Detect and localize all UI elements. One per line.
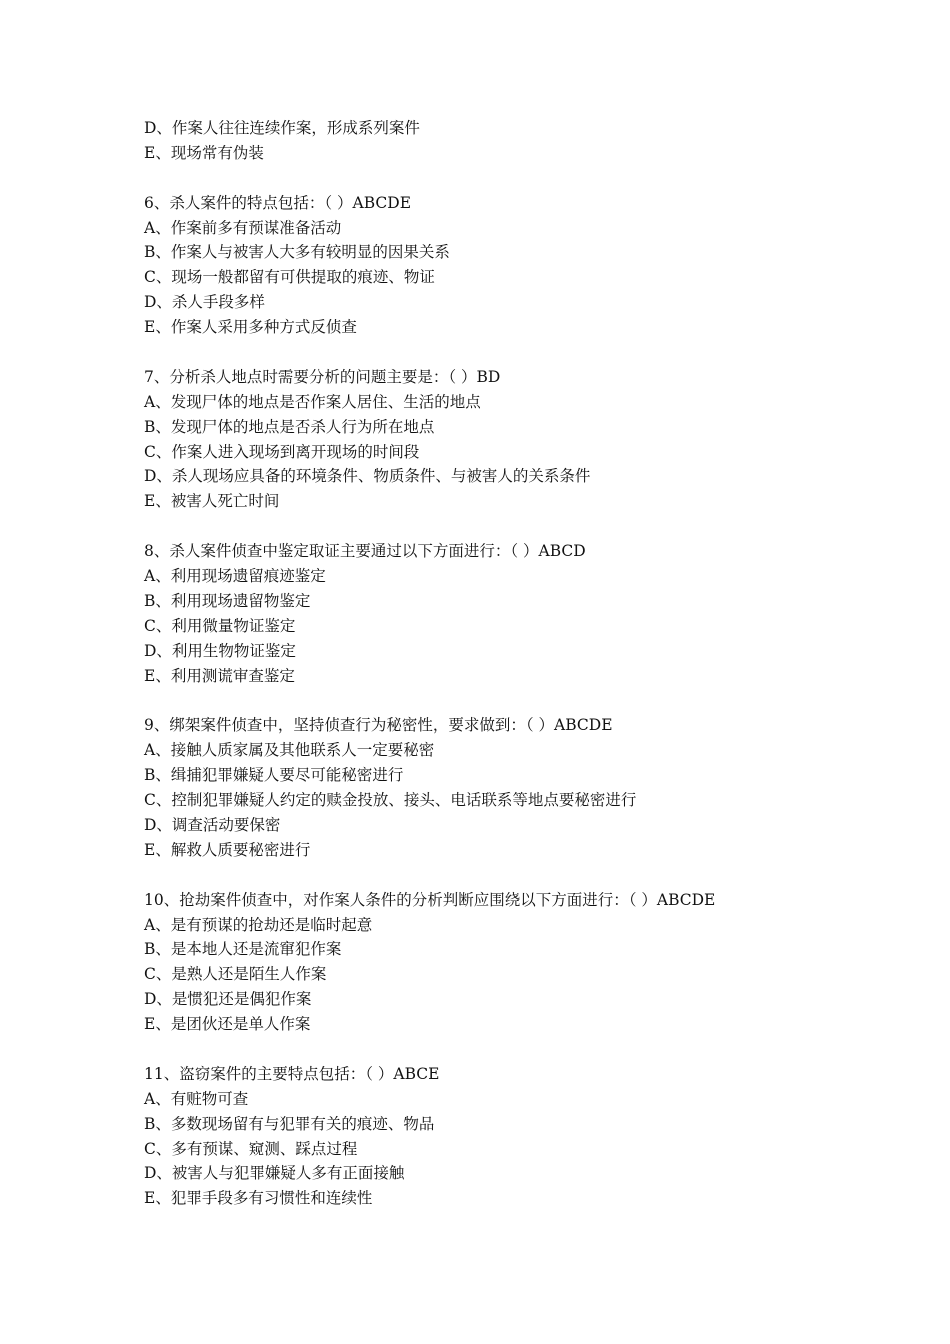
option-d: D、被害人与犯罪嫌疑人多有正面接触 [144,1164,405,1183]
option-e: E、犯罪手段多有习惯性和连续性 [144,1189,373,1208]
spacer [144,1037,864,1062]
question-block [144,713,864,862]
question-stem: 10、抢劫案件侦查中，对作案人条件的分析判断应围绕以下方面进行：（ ）ABCDE [144,890,716,909]
spacer [144,340,864,365]
question-stem: 6、杀人案件的特点包括：（ ）ABCDE [144,193,412,212]
question-stem: 8、杀人案件侦查中鉴定取证主要通过以下方面进行：（ ）ABCD [144,542,586,561]
option-b: B、利用现场遗留物鉴定 [144,591,311,610]
option-a: A、是有预谋的抢劫还是临时起意 [144,915,373,934]
spacer [144,863,864,888]
question-stem: 9、绑架案件侦查中，坚持侦查行为秘密性，要求做到：（ ）ABCDE [144,716,613,735]
question-block [144,365,864,514]
option-d: D、利用生物物证鉴定 [144,641,296,660]
option-a: A、利用现场遗留痕迹鉴定 [144,567,326,586]
option-c: C、作案人进入现场到离开现场的时间段 [144,442,420,461]
header-line: D、作案人往往连续作案，形成系列案件 [144,119,420,137]
option-c: C、利用微量物证鉴定 [144,616,296,635]
option-c: C、是熟人还是陌生人作案 [144,965,327,984]
option-d: D、调查活动要保密 [144,815,281,834]
option-d: D、杀人手段多样 [144,293,265,312]
option-b: B、发现尸体的地点是否杀人行为所在地点 [144,417,435,436]
question-stem: 7、分析杀人地点时需要分析的问题主要是：（ ）BD [144,367,501,386]
option-a: A、发现尸体的地点是否作案人居住、生活的地点 [144,392,481,411]
question-block [144,1062,864,1211]
option-e: E、利用测谎审查鉴定 [144,666,295,685]
question-block [144,888,864,1037]
question-stem: 11、盗窃案件的主要特点包括：（ ）ABCE [144,1064,440,1083]
option-d: D、是惯犯还是偶犯作案 [144,990,312,1009]
option-e: E、作案人采用多种方式反侦查 [144,318,357,337]
option-e: E、是团伙还是单人作案 [144,1015,311,1034]
option-e: E、解救人质要秘密进行 [144,840,311,859]
header-line: E、现场常有伪装 [144,143,264,162]
option-b: B、多数现场留有与犯罪有关的痕迹、物品 [144,1114,435,1133]
option-c: C、控制犯罪嫌疑人约定的赎金投放、接头、电话联系等地点要秘密进行 [144,791,637,810]
option-e: E、被害人死亡时间 [144,492,280,511]
spacer [144,688,864,713]
option-a: A、有赃物可查 [144,1089,249,1108]
option-a: A、作案前多有预谋准备活动 [144,218,342,237]
option-a: A、接触人质家属及其他联系人一定要秘密 [144,741,435,760]
option-c: C、多有预谋、窥测、踩点过程 [144,1139,358,1158]
document-page [144,116,864,1211]
option-b: B、缉捕犯罪嫌疑人要尽可能秘密进行 [144,766,404,785]
spacer [144,514,864,539]
question-block [144,191,864,340]
option-c: C、现场一般都留有可供提取的痕迹、物证 [144,268,435,287]
option-b: B、作案人与被害人大多有较明显的因果关系 [144,243,450,262]
question-block [144,539,864,688]
option-d: D、杀人现场应具备的环境条件、物质条件、与被害人的关系条件 [144,467,591,486]
spacer [144,166,864,191]
option-b: B、是本地人还是流窜犯作案 [144,940,342,959]
